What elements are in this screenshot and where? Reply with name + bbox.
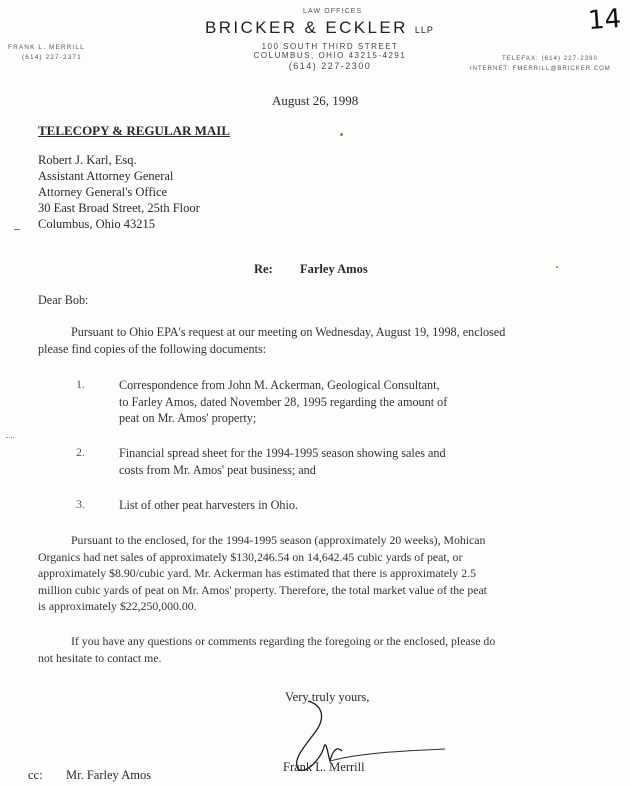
list-item: [119, 497, 298, 514]
re-label: Re:: [254, 262, 273, 276]
body-paragraph: [38, 532, 487, 615]
recipient-line: Columbus, Ohio 43215: [38, 217, 156, 231]
closing-paragraph: [38, 633, 495, 666]
body-line: is approximately $22,250,000.00.: [38, 599, 197, 613]
intro-line: Pursuant to Ohio EPA's request at our meeting on Wednesday, August 19, 1998, enclosed: [71, 325, 506, 339]
list-item: [119, 377, 447, 427]
item-line: List of other peat harvesters in Ohio.: [119, 498, 299, 512]
firm-suffix: LLP: [414, 25, 434, 35]
firm-internet: INTERNET: FMERRILL@BRICKER.COM: [470, 66, 611, 72]
item-line: costs from Mr. Amos' peat business; and: [119, 462, 316, 477]
scan-speck: [340, 133, 343, 136]
author-phone: (614) 227-2371: [22, 54, 82, 61]
letter-date: August 26, 1998: [272, 93, 359, 108]
item-line: to Farley Amos, dated November 28, 1995 regarding the amount of: [119, 394, 448, 409]
item-number: 1.: [76, 377, 85, 391]
closing-line: not hesitate to contact me.: [38, 650, 162, 665]
body-line: million cubic yards of peat on Mr. Amos' property. Therefore, the total market value of the peat: [38, 582, 487, 597]
firm-street: 100 SOUTH THIRD STREET: [261, 42, 399, 51]
author-name: FRANK L. MERRILL: [8, 44, 85, 51]
firm-telefax: TELEFAX: (614) 227-2390: [502, 56, 599, 62]
re-subject: Farley Amos: [300, 262, 368, 276]
cc-label: cc:: [28, 768, 43, 782]
item-number: 2.: [76, 445, 85, 459]
law-offices-label: LAW OFFICES: [303, 8, 363, 15]
signer-name: Frank L. Merrill: [283, 760, 365, 774]
scan-mark: [6, 437, 14, 439]
closing-line: If you have any questions or comments regarding the foregoing or the enclosed, please do: [71, 634, 496, 648]
delivery-method: TELECOPY & REGULAR MAIL: [38, 123, 231, 138]
item-line: peat on Mr. Amos' property;: [119, 411, 257, 425]
scan-mark: [14, 229, 20, 230]
recipient-line: 30 East Broad Street, 25th Floor: [38, 201, 200, 215]
firm-city: COLUMBUS, OHIO 43215-4291: [253, 51, 407, 60]
body-line: Organics had net sales of approximately $130,246.54 on 14,642.45 cubic yards of peat, or: [38, 549, 463, 564]
intro-line: please find copies of the following documents:: [38, 341, 267, 356]
handwritten-page-number: 14: [586, 3, 623, 37]
complimentary-close: Very truly yours,: [285, 690, 370, 704]
body-line: Pursuant to the enclosed, for the 1994-1995 season (approximately 20 weeks), Mohican: [71, 533, 486, 547]
item-line: Correspondence from John M. Ackerman, Geological Consultant,: [119, 378, 440, 392]
recipient-line: Robert J. Karl, Esq.: [38, 153, 137, 167]
firm-name-text: BRICKER & ECKLER: [205, 18, 408, 37]
firm-name: [205, 17, 434, 38]
intro-paragraph: [38, 324, 505, 357]
recipient-block: [38, 153, 200, 233]
cc-recipient: Mr. Farley Amos: [66, 768, 152, 782]
salutation: Dear Bob:: [38, 293, 89, 307]
item-number: 3.: [76, 497, 85, 511]
body-line: approximately $8.90/cubic yard. Mr. Ackerman has estimated that there is approximately 2.5: [38, 566, 476, 580]
list-item: [119, 445, 446, 478]
item-line: Financial spread sheet for the 1994-1995 season showing sales and: [119, 446, 446, 460]
firm-phone: (614) 227-2300: [288, 61, 372, 71]
recipient-line: Attorney General's Office: [38, 185, 168, 199]
scan-speck: [556, 266, 558, 268]
recipient-line: Assistant Attorney General: [38, 169, 174, 183]
